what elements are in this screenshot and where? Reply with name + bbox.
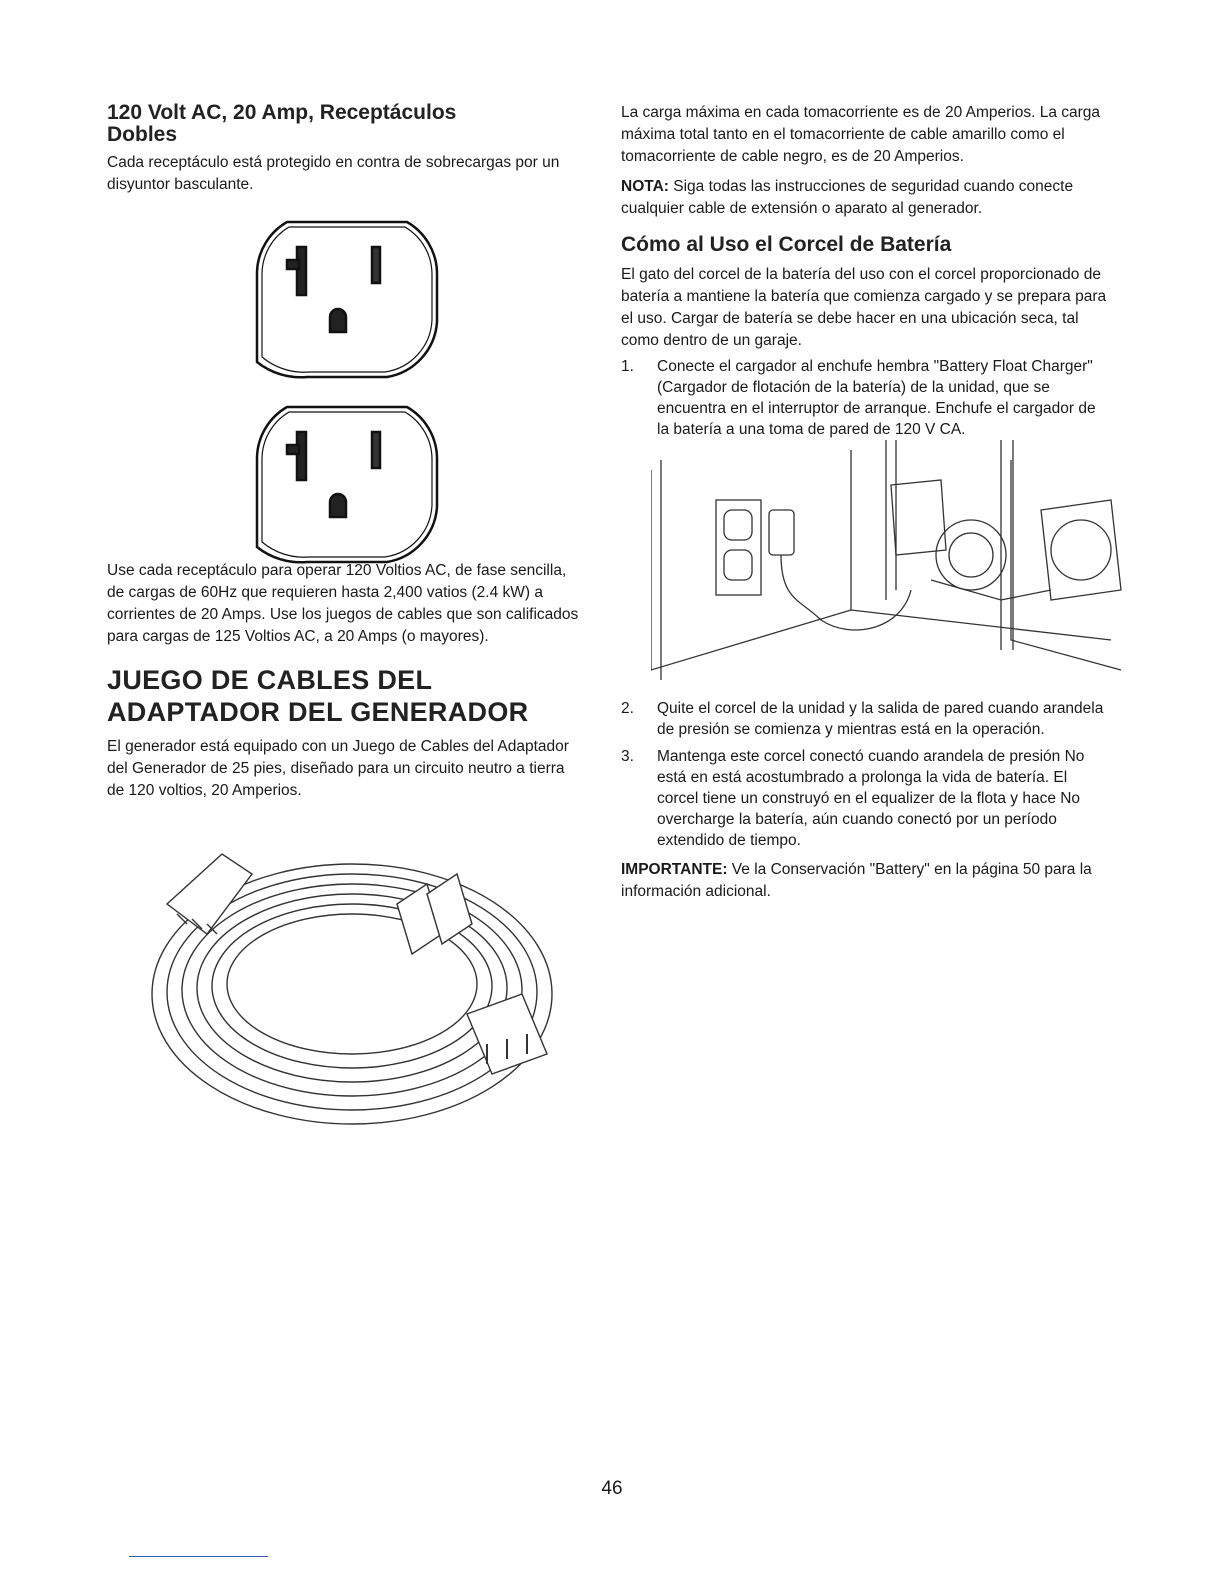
battery-charger-illustration [651,440,1141,690]
note-paragraph [621,176,1111,220]
page-number: 46 [601,1478,623,1499]
battery-charger-paragraph: El gato del corcel de la batería del uso con el corcel proporcionado de batería a mantiene la batería que comienza cargado y se prepara para el uso. Cargar de batería se debe hacer en una ubicación seca, tal como dentro de un garaje. [621,266,1107,349]
note-text: Siga todas las instrucciones de seguridad cuando conecte cualquier cable de extensión o aparato al generador. [621,178,1074,217]
battery-steps-list [621,356,1111,440]
list-item [621,698,1111,740]
step-text: Mantenga este corcel conectó cuando arandela de presión No está en está acostumbrado a prolonga la vida de batería. El corcel tiene un construyó en el equalizer de la flota y hace No overcharge la batería, aún cuando conectó por un período extendido de tiempo. [657,748,1085,849]
left-column [107,102,582,1134]
note-label: NOTA: [621,178,669,195]
list-item [621,746,1111,851]
important-label: IMPORTANTE: [621,861,728,878]
receptacles-paragraph-2: Use cada receptáculo para operar 120 Voltios AC, de fase sencilla, de cargas de 60Hz que requieren hasta 2,400 vatios (2.4 kW) a corrientes de 20 Amps. Use los juegos de cables que son calificados para cargas de 125 Voltios AC, a 20 Amps (o mayores). [107,562,579,645]
outlet-upper [257,222,437,377]
step-number: 3. [621,748,634,765]
right-column [621,102,1111,903]
receptacles-paragraph-1: Cada receptáculo está protegido en contra de sobrecargas por un disyuntor basculante. [107,154,560,193]
important-paragraph [621,859,1111,903]
battery-steps-list-continued [621,698,1111,851]
outlet-lower [257,407,437,562]
step-number: 1. [621,358,634,375]
adapter-cord-set-illustration [107,814,582,1134]
adapter-cord-paragraph: El generador está equipado con un Juego de Cables del Adaptador del Generador de 25 pies, diseñado para un circuito neutro a tierra de 120 voltios, 20 Amperios. [107,738,569,799]
duplex-receptacle-illustration [107,202,582,572]
footer-rule [129,1556,268,1557]
step-number: 2. [621,700,634,717]
max-load-paragraph: La carga máxima en cada tomacorriente es de 20 Amperios. La carga máxima total tanto en el tomacorriente de cable amarillo como el tomacorriente de cable negro, es de 20 Amperios. [621,104,1101,165]
important-text: Ve la Conservación "Battery" en la página 50 para la información adicional. [621,861,1092,900]
step-text: Conecte el cargador al enchufe hembra "Battery Float Charger" (Cargador de flotación de la batería) de la unidad, que se encuentra en el interruptor de arranque. Enchufe el cargador de la batería a una toma de pared de 120 V CA. [657,358,1096,438]
battery-charger-heading: Cómo al Uso el Corcel de Batería [621,233,952,256]
step-text: Quite el corcel de la unidad y la salida de pared cuando arandela de presión se comienza y mientras está en la operación. [657,700,1104,738]
receptacles-heading: 120 Volt AC, 20 Amp, Receptáculos Dobles [107,101,457,146]
adapter-cord-heading: JUEGO DE CABLES DEL ADAPTADOR DEL GENERADOR [107,665,529,727]
list-item [621,356,1111,440]
